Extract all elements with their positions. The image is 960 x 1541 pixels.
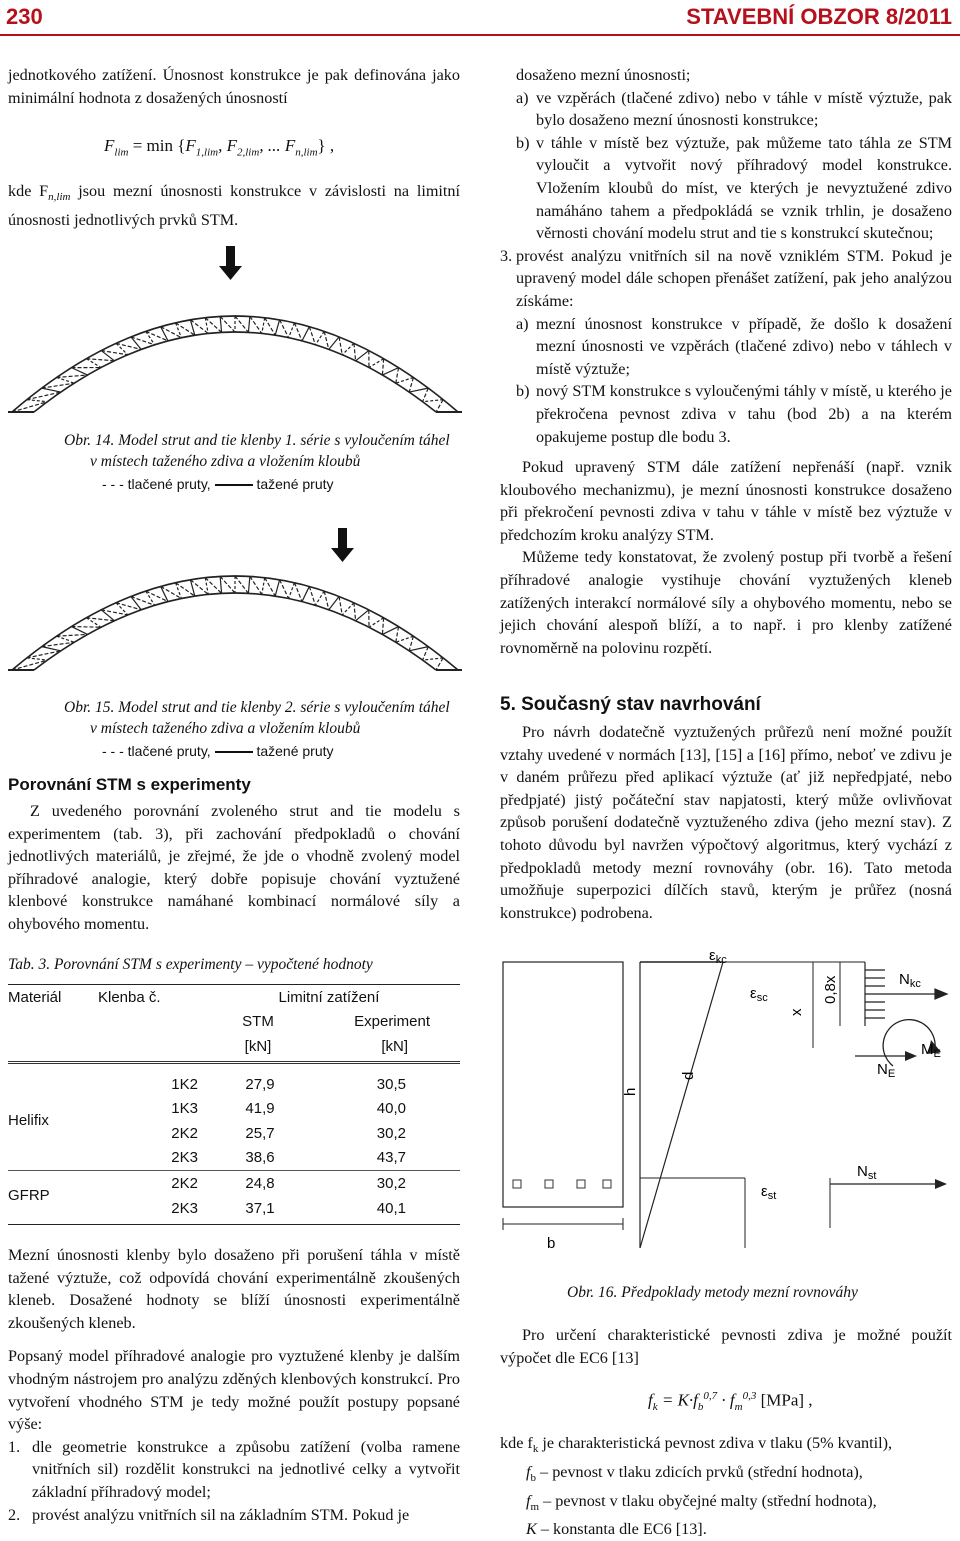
right-column-top: dosaženo mezní únosnosti; a) ve vzpěrách (tlačené zdivo) nebo v táhle v místě výztuže, pak bylo dosaženo mezní únosnosti konstrukce; b) v táhle v místě bez výztuže, pak můžeme tato táhla ze STM vyloučit a vytvořit nový příhradový model konstrukce. Vložením kloubů do míst, ve kterých je nevyztužené zdivo namáháno tahem a předpokládá se vznik trhlin, je dosaženo věrnosti chování modelu strut and tie s konstrukcí skutečnou; 3. provést analýzu vnitřních sil na nově vzniklém STM. Pokud je upravený model dále schopen přenášet zatížení, pak jeho analýzou získáme: a) mezní únosnost konstrukce v případě, že došlo k dosažení mezní únosnosti ve vzpěrách (tlačené zdivo) nebo v táhlech v místě výztuže; b) nový STM konstrukce s vyloučenými táhly v místě, u kterého je překročena pevnost zdiva v tahu (bod 2b) a na kterém opakujeme postup dle bodu 3. Pokud upravený STM dále zatížení nepřenáší (např. vznik kloubového mechanizmu), je mezní únosnosti konstrukce dosaženo při překročení pevnosti zdiva v tahu v táhle v místě bez výztuže v předchozím kroku analýzy STM. Můžeme tedy konstatovat, že zvolený postup při tvorbě a řešení příhradové analogie vystihuje chování vyztužených kleneb zatížených interakcí normálové síly a ohybového momentu, nebo se jejich chování alespoň blíží, a to např. i pro klenby zatížené rovnoměrně na polovinu rozpětí. [500,64,952,659]
table-body-helifix [8,1072,460,1171]
th-stm: STM [198,1010,318,1035]
fig15-arch-model [0,510,470,685]
header-rule [0,34,960,36]
left-para-2: kde $F_{n,lim}$ jsou mezní únosnosti konstrukce v závislosti na limitní únosnosti jednotlivých prvků STM. [8,180,460,231]
table-body-gfrp [8,1171,460,1221]
label-n-st: $N_{st}$ [857,1163,876,1182]
label-eps-kc: $\varepsilon_{kc}$ [709,948,727,966]
table-row: 1K3 41,9 40,0 [8,1096,460,1121]
formula-fk: $f_k = K\cdot f_b^{0,7} \cdot f_m^{0,3}$ [MPa] , [648,1390,813,1413]
right-definitions: kde $f_k$ je charakteristická pevnost zdiva v tlaku (5% kvantil), $f_b$ – pevnost v tlaku zdicích prvků (střední hodnota), $f_m$ – pevnost v tlaku obyčejné malty (střední hodnota), K – konstanta dle EC6 [13]. [500,1432,958,1541]
label-08x: 0,8x [822,975,839,1004]
label-eps-st: $\varepsilon_{st}$ [761,1183,776,1202]
list-item: a) mezní únosnost konstrukce v případě, že došlo k dosažení mezní únosnosti ve vzpěrách (tlačené zdivo) nebo v táhlech v místě výztuže; [500,313,952,381]
th-experiment: Experiment [318,1010,460,1035]
paragraph: jednotkového zatížení. Únosnost konstrukce je pak definována jako minimální hodnota z dosažených únosností [8,64,460,109]
label-eps-sc: $\varepsilon_{sc}$ [750,985,768,1004]
fig15-caption: Obr. 15. Model strut and tie klenby 2. série s vyloučením táhel v místech taženého zdiva a vložením kloubů - - - tlačené pruty, tažené pruty [64,697,484,762]
th-arch: Klenba č. [98,985,198,1010]
list-item: 2. provést analýzu vnitřních sil na základním STM. Pokud je [8,1504,460,1527]
th-unit-exp: [kN] [318,1034,460,1059]
load-arrow-icon [331,528,354,562]
label-m-e: $M_E$ [921,1041,941,1060]
fig14-arch-model [0,240,470,425]
left-para-3: Z uvedeného porovnání zvoleného strut and tie modelu s experimentem (tab. 3), při zachování předpokladů o chování jednotlivých materiálů, je zřejmé, že jde o vhodně zvolený model příhradové analogie, který dobře popisuje chování vyztužené klenbové konstrukce namáhané kombinací normálové síly a ohybového momentu. [8,800,460,936]
table-caption: Tab. 3. Porovnání STM s experimenty – vypočtené hodnoty [8,954,373,975]
table-row: 2K3 37,1 40,1 [8,1196,460,1221]
th-material: Materiál [8,985,98,1010]
page-number: 230 [6,4,43,30]
fig14-caption: Obr. 14. Model strut and tie klenby 1. série s vyloučením táhel v místech taženého zdiva a vložením kloubů - - - tlačené pruty, tažené pruty [64,430,484,495]
th-unit-stm: [kN] [198,1034,318,1059]
left-intro [8,64,460,109]
journal-title: STAVEBNÍ OBZOR 8/2011 [686,4,952,30]
page-header [0,0,960,38]
label-b: b [547,1235,555,1252]
legend-tensile: tažené pruty [256,743,333,759]
list-item: a) ve vzpěrách (tlačené zdivo) nebo v táhle v místě výztuže, pak bylo dosaženo mezní únosnosti konstrukce; [500,87,952,132]
paragraph: Popsaný model příhradové analogie pro vyztužené klenby je dalším vhodným nástrojem pro analýzu zděných klenbových konstrukcí. Pro vytvoření vhodného STM je tedy možné použít postupy popsané výše: [8,1345,460,1435]
section-heading: Porovnání STM s experimenty [8,775,251,795]
table-3 [8,984,460,1225]
table-row: 2K2 25,7 30,2 [8,1121,460,1146]
th-limit: Limitní zatížení [198,985,460,1010]
legend-tensile: tažené pruty [256,476,333,492]
legend-compressed: - - - tlačené pruty, [102,743,211,759]
fig16-diagram [495,948,960,1278]
left-bottom [8,1244,460,1526]
label-d: d [680,1072,697,1080]
cell-material: Helifix [8,1072,98,1171]
list-item: 1. dle geometrie konstrukce a způsobu zatížení (volba ramene vnitřních sil) rozdělit konstrukci na jednotlivé celky a vytvořit základní příhradový model; [8,1436,460,1504]
paragraph: Mezní únosnosti klenby bylo dosaženo při porušení táhla v místě tažené výztuže, což odpovídá chování experimentálně zkoušených kleneb. Dosažené hodnoty se blíží únosnosti experimentálně zkoušených kleneb. [8,1244,460,1334]
load-arrow-icon [219,246,242,280]
fig16-caption: Obr. 16. Předpoklady metody mezní rovnováhy [567,1282,858,1303]
legend-line-icon [215,751,253,753]
label-n-kc: $N_{kc}$ [899,971,921,990]
table-row: GFRP 2K2 24,8 30,2 [8,1171,460,1196]
legend-compressed: - - - tlačené pruty, [102,476,211,492]
cell-material: GFRP [8,1171,98,1221]
label-h: h [622,1088,639,1096]
list-item: b) v táhle v místě bez výztuže, pak můžeme tato táhla ze STM vyloučit a vytvořit nový příhradový model konstrukce. Vložením kloubů do míst, ve kterých je nevyztužené zdivo namáháno tahem a předpokládá se vznik trhlin, je dosaženo věrnosti chování modelu strut and tie s konstrukcí skutečnou; [500,132,952,245]
table-row: 2K3 38,6 43,7 [8,1146,460,1171]
table-row: Helifix 1K2 27,9 30,5 [8,1072,460,1097]
right-para-9: Pro určení charakteristické pevnosti zdiva je možné použít výpočet dle EC6 [13] [500,1324,952,1369]
label-x: x [788,1008,805,1016]
section-5-heading: 5. Současný stav navrhování [500,694,761,716]
list-item: b) nový STM konstrukce s vyloučenými táhly v místě, u kterého je překročena pevnost zdiva v tahu (bod 2b) a na kterém opakujeme postup dle bodu 3. [500,380,952,448]
formula-flim: $F_{lim} = \min \{F_{1,lim}$, $F_{2,lim}$, ... $F_{n,lim}$} , [104,136,334,158]
list-item: 3. provést analýzu vnitřních sil na nově vzniklém STM. Pokud je upravený model dále schopen přenášet zatížení, pak jeho analýzou získáme: [500,245,952,313]
legend-line-icon [215,484,253,486]
right-para-8: Pro návrh dodatečně vyztužených průřezů není možné použít vztahy uvedené v normách [13], [15] a [16] přímo, neboť ve zdivu je v daném průřezu před aplikací výztuže (ať již nepředpjaté, nebo předpjaté) jistý počáteční stav napjatosti, který může ovlivňovat způsob porušení dodatečně vyztuženého zdiva (jeho mezní stav). Z tohoto důvodu byl navržen výpočtový algoritmus, který vychází z předpokladů metody mezní rovnováhy (obr. 16). Tato metoda umožňuje superpozici dílčích stavů, kterým je průřez (nosná konstrukce) podrobena. [500,721,952,924]
label-n-e: $N_E$ [877,1061,895,1080]
